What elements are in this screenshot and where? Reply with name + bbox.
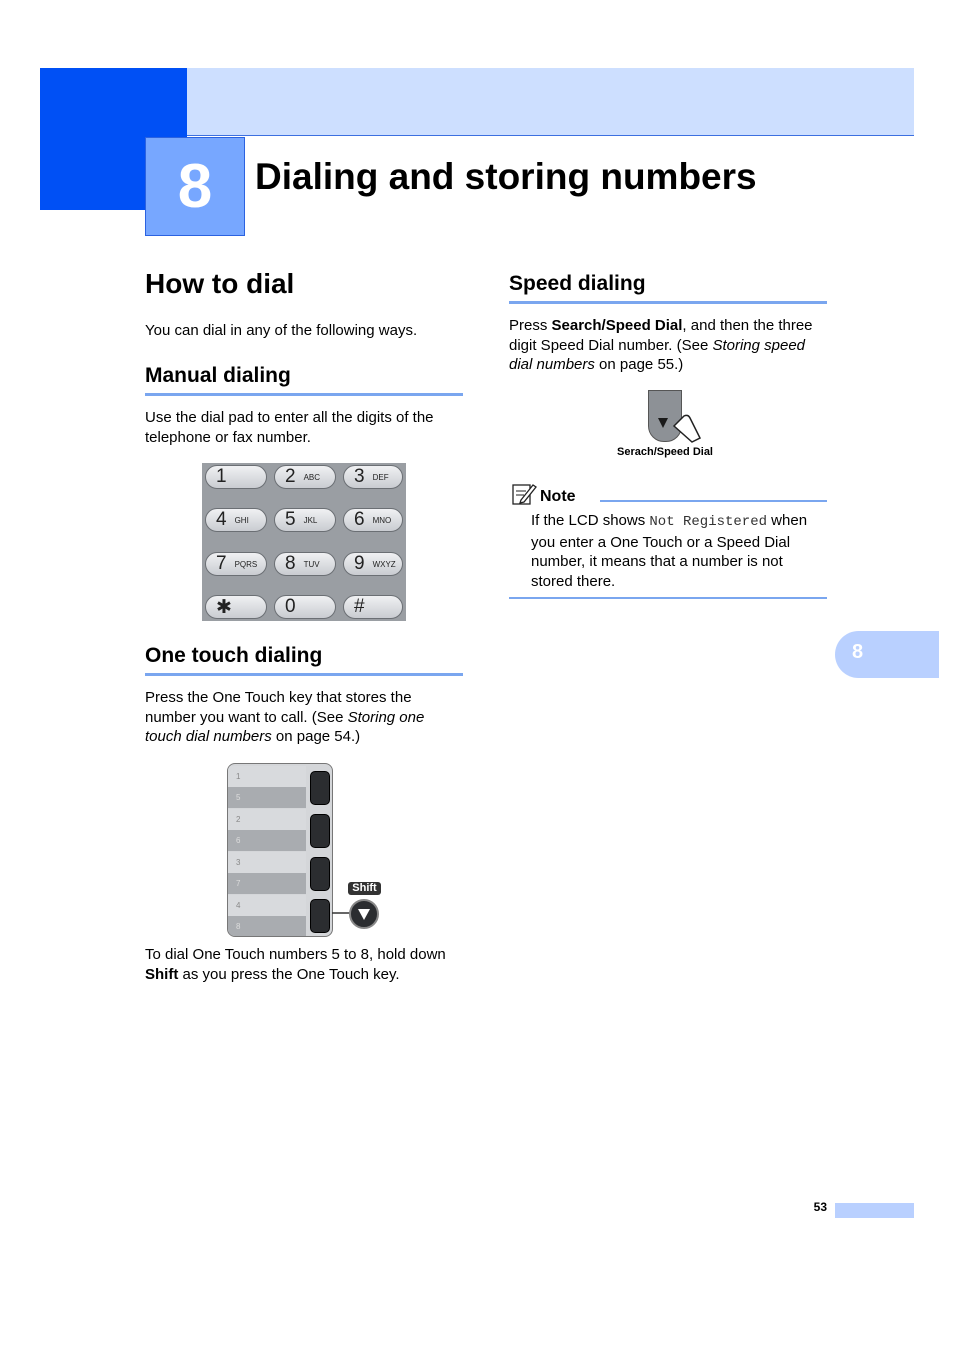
note-top-rule <box>600 500 827 502</box>
key-2[interactable]: 2 ABC <box>274 465 336 489</box>
one-touch-label-8: 8 <box>228 916 306 937</box>
note-bottom-rule <box>509 597 827 599</box>
one-touch-label-7: 7 <box>228 873 306 894</box>
speed-dialing-text: Press Search/Speed Dial, and then the three digit Speed Dial number. (See Storing speed dial numbers on page 55.) <box>509 317 813 373</box>
note-pencil-icon <box>511 482 537 506</box>
one-touch-key-4[interactable] <box>310 899 330 933</box>
one-touch-rule <box>145 673 463 676</box>
one-touch-label-2: 2 <box>228 809 306 830</box>
header-light-band <box>187 68 914 136</box>
key-4[interactable]: 4 GHI <box>205 508 267 532</box>
manual-dialing-rule <box>145 393 463 396</box>
chapter-side-tab: 8 <box>835 631 939 678</box>
manual-dialing-text: Use the dial pad to enter all the digits of the telephone or fax number. <box>145 409 434 446</box>
header-rule <box>187 135 914 136</box>
key-hash[interactable]: # <box>343 595 403 619</box>
one-touch-footer: To dial One Touch numbers 5 to 8, hold down Shift as you press the One Touch key. <box>145 946 446 983</box>
one-touch-heading: One touch dialing <box>145 644 323 667</box>
speed-dialing-heading: Speed dialing <box>509 272 646 295</box>
chapter-title: Dialing and storing numbers <box>255 156 757 197</box>
one-touch-label-6: 6 <box>228 830 306 851</box>
one-touch-key-2[interactable] <box>310 814 330 848</box>
one-touch-key-3[interactable] <box>310 857 330 891</box>
one-touch-label-4: 4 <box>228 895 306 916</box>
page-number: 53 <box>813 1200 827 1214</box>
one-touch-panel <box>227 763 333 937</box>
one-touch-key-1[interactable] <box>310 771 330 805</box>
one-touch-label-3: 3 <box>228 852 306 873</box>
page-number-bar <box>835 1203 914 1218</box>
note-text: If the LCD shows Not Registered when you enter a One Touch or a Speed Dial number, it means that a number is not stored there. <box>531 512 808 590</box>
how-to-dial-intro: You can dial in any of the following ways. <box>145 322 418 339</box>
key-8[interactable]: 8 TUV <box>274 552 336 576</box>
key-star[interactable]: ✱ <box>205 595 267 619</box>
one-touch-text: Press the One Touch key that stores the number you want to call. (See Storing one touch dial numbers on page 54.) <box>145 689 425 745</box>
speed-dial-button-label: Serach/Speed Dial <box>617 446 713 458</box>
key-7[interactable]: 7 PQRS <box>205 552 267 576</box>
chapter-number: 8 <box>145 137 245 236</box>
key-5[interactable]: 5 JKL <box>274 508 336 532</box>
key-3[interactable]: 3 DEF <box>343 465 403 489</box>
how-to-dial-heading: How to dial <box>145 268 295 299</box>
key-6[interactable]: 6 MNO <box>343 508 403 532</box>
note-title: Note <box>540 488 576 505</box>
manual-dialing-heading: Manual dialing <box>145 364 291 387</box>
key-0[interactable]: 0 <box>274 595 336 619</box>
speed-dialing-rule <box>509 301 827 304</box>
key-1[interactable]: 1 <box>205 465 267 489</box>
one-touch-label-1: 1 <box>228 766 306 787</box>
one-touch-label-5: 5 <box>228 787 306 808</box>
dial-pad <box>202 463 406 621</box>
shift-label[interactable]: Shift <box>352 882 377 894</box>
key-9[interactable]: 9 WXYZ <box>343 552 403 576</box>
